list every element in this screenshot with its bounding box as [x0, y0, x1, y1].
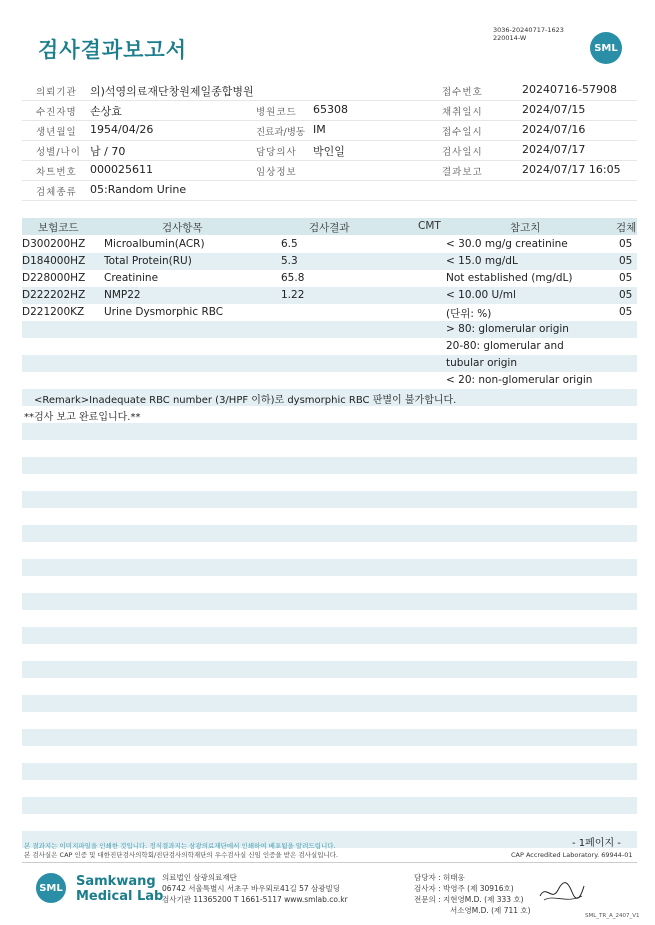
table-row: D221200KZ Urine Dysmorphic RBC (단위: %) 05 [22, 306, 633, 320]
reference-note: < 20: non-glomerular origin [446, 374, 593, 386]
table-row: D184000HZ Total Protein(RU) 5.3 < 15.0 mg/dL 05 [22, 255, 633, 267]
footer-divider [22, 862, 637, 863]
table-row: D222202HZ NMP22 1.22 < 10.00 U/ml 05 [22, 289, 633, 301]
table-row: D228000HZ Creatinine 65.8 Not established (mg/dL) 05 [22, 272, 633, 284]
info-row: 성별/나이 남 / 70 담당의사 박인일 검사일시 2024/07/17 [22, 140, 637, 161]
header-cmt: CMT [418, 220, 441, 232]
header-specimen: 검체 [616, 222, 637, 234]
reference-note: > 80: glomerular origin [446, 323, 569, 335]
report-code: 3036-20240717-1623 220014-W [493, 26, 564, 42]
org-address: 의료법인 삼광의료재단 06742 서울특별시 서초구 바우뫼로41길 57 삼광빌딩 검사기관 11365200 T 1661-5117 www.smlab.co.kr [162, 873, 348, 904]
accreditation-notice: 본 검사실은 CAP 인증 및 대한진단검사의학회/진단검사의학재단의 우수검사실 신임 인증을 받은 검사실입니다. [24, 851, 339, 859]
info-row: 의뢰기관 의)석영의료재단창원제일종합병원 접수번호 20240716-57908 [22, 80, 637, 101]
info-row: 생년월일 1954/04/26 진료과/병동 IM 접수일시 2024/07/16 [22, 120, 637, 141]
info-row: 수진자명 손상효 병원코드 65308 채취일시 2024/07/15 [22, 100, 637, 121]
page-number: - 1페이지 - [572, 838, 621, 849]
samkwang-logo-icon: SML [36, 873, 66, 903]
results-table-header [22, 218, 637, 235]
org-name: Medical Lab [76, 889, 164, 904]
info-row: 차트번호 000025611 임상정보 결과보고 2024/07/17 16:05 [22, 160, 637, 181]
header-result: 검사결과 [309, 222, 350, 234]
header-item: 검사항목 [162, 222, 203, 234]
signature-icon [538, 878, 586, 906]
header-code: 보험코드 [38, 222, 79, 234]
report-complete-text: **검사 보고 완료입니다.** [24, 412, 141, 423]
remark-text: <Remark>Inadequate RBC number (3/HPF 이하)로 dysmorphic RBC 판별이 불가합니다. [34, 395, 457, 406]
form-code: SML_TR_A_2407_V1 [585, 913, 640, 919]
header-ref: 참고치 [510, 222, 541, 234]
page-title: 검사결과보고서 [38, 38, 188, 62]
info-row: 검체종류 05:Random Urine [22, 180, 637, 201]
table-row: D300200HZ Microalbumin(ACR) 6.5 < 30.0 mg/g creatinine 05 [22, 238, 633, 250]
sml-logo: SML [590, 32, 622, 64]
cap-accreditation: CAP Accredited Laboratory. 69944-01 [511, 851, 633, 859]
print-notice: 본 결과지는 이미지파일을 인쇄한 것입니다. 정식결과지는 삼광의료재단에서 인쇄하여 배포됨을 알려드립니다. [24, 842, 336, 850]
reference-note: tubular origin [446, 357, 517, 369]
org-name: Samkwang [76, 874, 156, 889]
staff-list: 담당자 : 허태웅 검사자 : 박영주 (제 30916호) 전문의 : 지현영M.D. (제 333 호) 서소영M.D. (제 711 호) [414, 873, 531, 915]
reference-note: 20-80: glomerular and [446, 340, 564, 352]
